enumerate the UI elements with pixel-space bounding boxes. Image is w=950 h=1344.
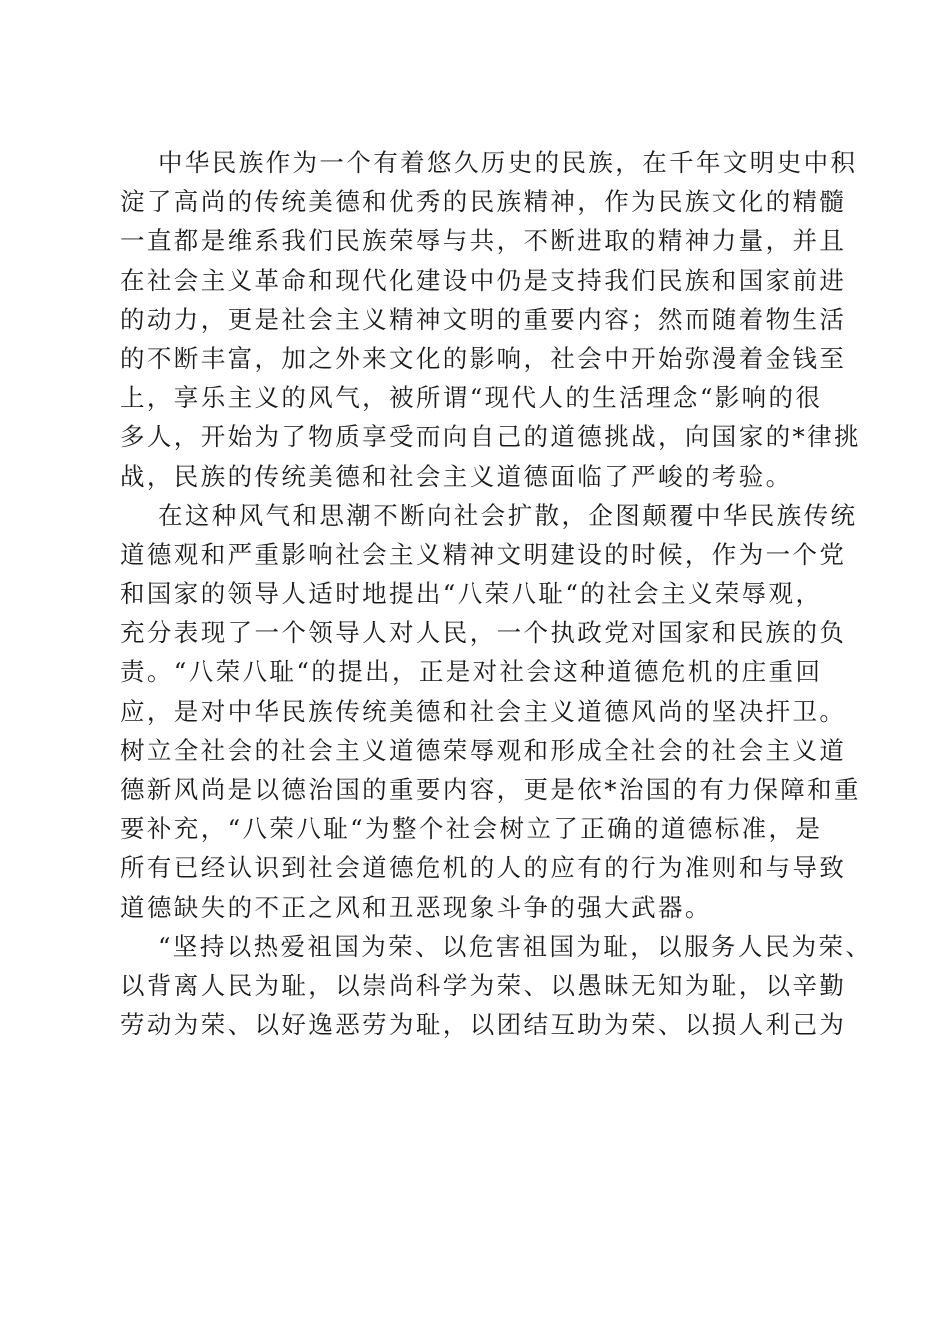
text-line: 应，是对中华民族传统美德和社会主义道德风尚的坚决扞卫。	[120, 696, 847, 726]
text-line: 以背离人民为耻，以崇尚科学为荣、以愚昧无知为耻，以辛勤	[120, 970, 847, 1000]
text-line: 中华民族作为一个有着悠久历史的民族，在千年文明史中积	[158, 148, 858, 177]
text-line: “坚持以热爱祖国为荣、以危害祖国为耻，以服务人民为荣、	[158, 931, 873, 961]
text-line: 劳动为荣、以好逸恶劳为耻，以团结互助为荣、以损人利己为	[120, 1010, 847, 1040]
text-line: 和国家的领导人适时地提出“八荣八耻“的社会主义荣辱观，	[120, 579, 823, 609]
text-line: 道德观和严重影响社会主义精神文明建设的时候，作为一个党	[120, 539, 847, 569]
text-line: 的动力，更是社会主义精神文明的重要内容；然而随着物生活	[120, 304, 847, 334]
text-line: 德新风尚是以德治国的重要内容，更是依*治国的有力保障和重	[120, 775, 861, 804]
text-line: 上，享乐主义的风气，被所谓“现代人的生活理念“影响的很	[120, 383, 823, 413]
text-line: 的不断丰富，加之外来文化的影响，社会中开始弥漫着金钱至	[120, 343, 847, 373]
text-line: 责。“八荣八耻“的提出，正是对社会这种道德危机的庄重回	[120, 657, 823, 687]
text-line: 道德缺失的不正之风和丑恶现象斗争的强大武器。	[120, 892, 712, 922]
text-line: 多人，开始为了物质享受而向自己的道德挑战，向国家的*律挑	[120, 422, 861, 452]
text-line: 战，民族的传统美德和社会主义道德面临了严峻的考验。	[120, 461, 793, 491]
paragraph-1	[120, 143, 861, 496]
text-line: 要补充，“八荣八耻“为整个社会树立了正确的道德标准，是	[120, 814, 823, 844]
text-line: 充分表现了一个领导人对人民，一个执政党对国家和民族的负	[120, 618, 847, 648]
text-line: 在社会主义革命和现代化建设中仍是支持我们民族和国家前进	[120, 265, 847, 295]
text-line: 一直都是维系我们民族荣辱与共，不断进取的精神力量，并且	[120, 226, 847, 256]
body-text	[120, 143, 873, 1044]
text-line: 淀了高尚的传统美德和优秀的民族精神，作为民族文化的精髓	[120, 187, 847, 217]
text-line: 树立全社会的社会主义道德荣辱观和形成全社会的社会主义道	[120, 735, 847, 765]
text-line: 在这种风气和思潮不断向社会扩散，企图颠覆中华民族传统	[158, 500, 858, 530]
paragraph-3	[120, 927, 873, 1045]
paragraph-2	[120, 496, 861, 927]
text-line: 所有已经认识到社会道德危机的人的应有的行为准则和与导致	[120, 853, 847, 883]
